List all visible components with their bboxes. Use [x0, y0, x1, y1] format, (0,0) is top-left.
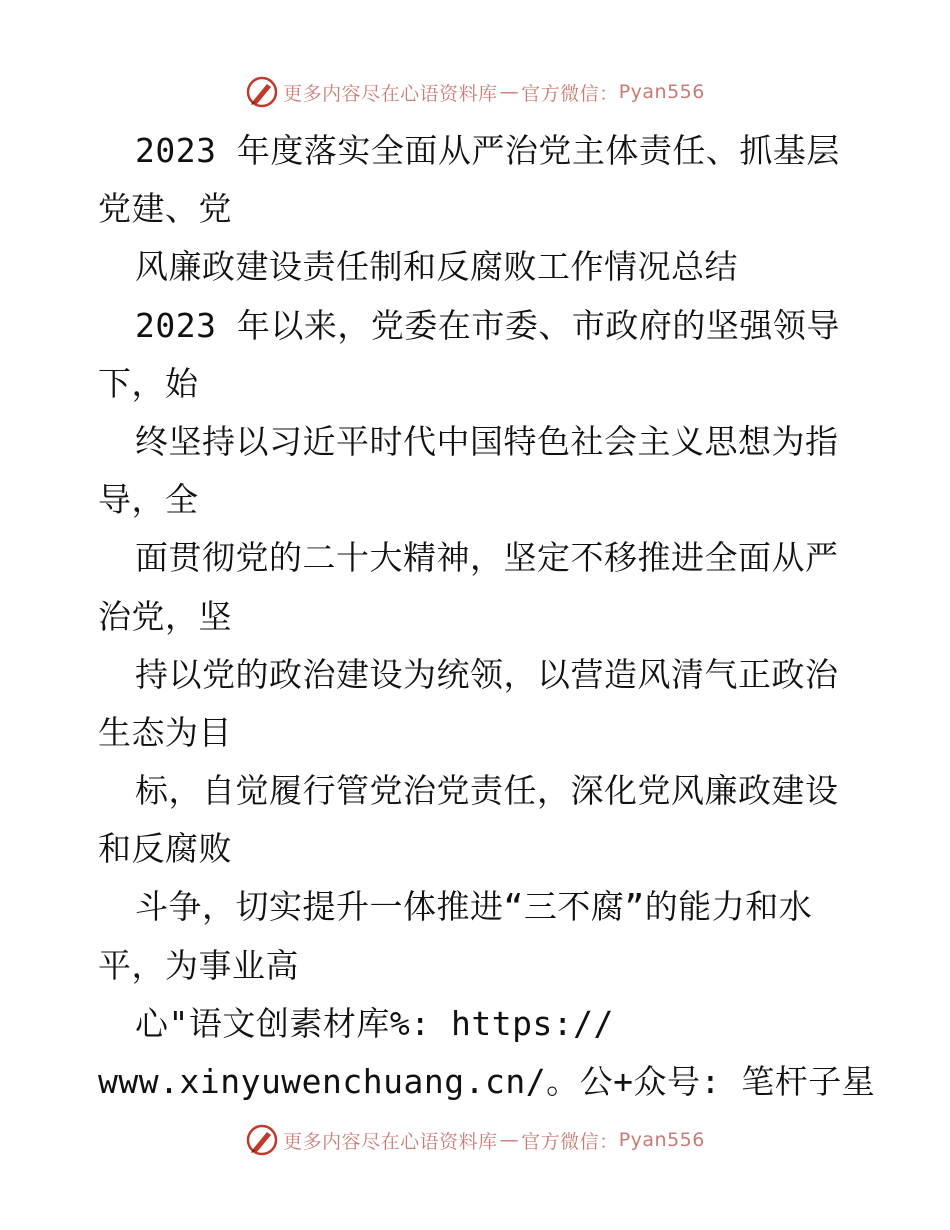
header-wechat-label: 官方微信：: [521, 82, 619, 105]
body-line: 平，为事业高: [98, 945, 299, 985]
pen-logo-icon: [245, 1123, 279, 1157]
header-dash: —: [499, 81, 520, 103]
body-line: 和反腐败: [98, 829, 232, 869]
body-line: 斗争，切实提升一体推进“三不腐”的能力和水: [135, 887, 813, 927]
footer-wechat-label: 官方微信：: [521, 1130, 619, 1153]
body-line: 生态为目: [98, 712, 232, 752]
body-line: 导，全: [98, 480, 199, 520]
header-wechat-id: Pyan556: [618, 81, 705, 103]
body-line: 治党，坚: [98, 596, 232, 636]
body-line: 风廉政建设责任制和反腐败工作情况总结: [135, 247, 738, 287]
header-watermark: [0, 72, 950, 112]
body-line: 心"语文创素材库%: https://: [135, 1003, 614, 1043]
body-line: www.xinyuwenchuang.cn/。公+众号: 笔杆子星: [98, 1062, 876, 1101]
body-line: 2023 年度落实全面从严治党主体责任、抓基层: [135, 131, 840, 170]
pen-logo-icon: [245, 75, 279, 109]
body-line: 标，自觉履行管党治党责任，深化党风廉政建设: [135, 771, 839, 811]
footer-watermark: [0, 1120, 950, 1160]
body-line: 党建、党: [98, 189, 232, 229]
header-slogan: 更多内容尽在心语资料库: [283, 82, 498, 105]
footer-slogan: 更多内容尽在心语资料库: [283, 1130, 498, 1153]
body-line: 面贯彻党的二十大精神，坚定不移推进全面从严: [135, 538, 839, 578]
body-line: 持以党的政治建设为统领，以营造风清气正政治: [135, 654, 839, 694]
footer-dash: —: [499, 1129, 520, 1151]
body-line: 2023 年以来，党委在市委、市政府的坚强领导: [135, 305, 840, 345]
footer-wechat-id: Pyan556: [618, 1129, 705, 1151]
document-body: [98, 122, 876, 1111]
body-line: 下，始: [98, 363, 199, 403]
body-line: 终坚持以习近平时代中国特色社会主义思想为指: [135, 421, 839, 461]
